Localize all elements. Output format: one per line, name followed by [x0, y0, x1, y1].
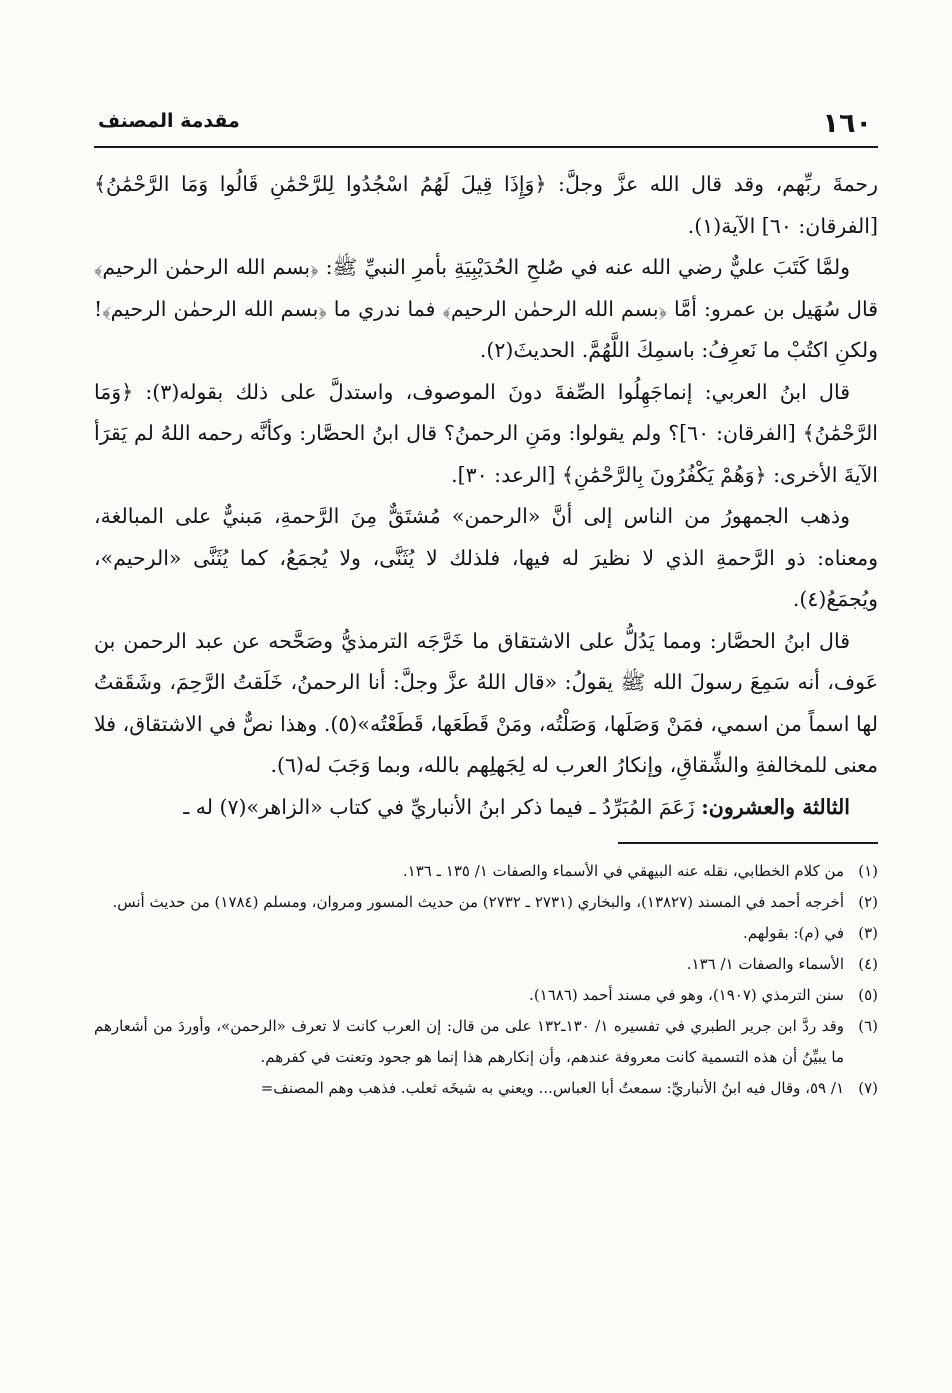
- footnote-text: من كلام الخطابي، نقله عنه البيهقي في الأسماء والصفات ١/ ١٣٥ ـ ١٣٦.: [402, 862, 844, 880]
- paragraph: وذهب الجمهورُ من الناس إلى أنَّ «الرحمن» مُشتَقٌّ مِنَ الرَّحمةِ، مَبنيٌّ على المبالغة، ومعناه: ذو الرَّحمةِ الذي لا نظيرَ له فيها، فلذلك لا يُثَنَّى، ولا يُجمَعُ، كما يُثَنَّى «الرحيم»، ويُجمَعُ(٤).: [94, 504, 878, 611]
- footnote-number: (٢): [858, 893, 878, 911]
- footnote: [94, 980, 878, 1011]
- footnote-number: (٥): [858, 986, 878, 1004]
- footnote-number: (٧): [858, 1079, 878, 1097]
- footnote: [94, 856, 878, 887]
- footnote: [94, 918, 878, 949]
- main-text: [94, 164, 878, 828]
- footnote: [94, 887, 878, 918]
- page-header: [94, 88, 878, 148]
- footnotes: [94, 856, 878, 1104]
- footnote-number: (٦): [858, 1017, 878, 1035]
- footnote-number: (١): [858, 862, 878, 880]
- footnote-number: (٣): [858, 924, 878, 942]
- footnote-number: (٤): [858, 955, 878, 973]
- paragraph: قال ابنُ العربي: إنماجَهِلُوا الصِّفةَ دونَ الموصوف، واستدلَّ على ذلك بقوله(٣): ﴿وَمَا الرَّحْمَٰنُ﴾ [الفرقان: ٦٠]؟ ولم يقولوا: ومَنِ الرحمنُ؟ قال ابنُ الحصَّار: وكأنَّه رحمه اللهُ لم يَقرَأ الآيةَ الأخرى: ﴿وَهُمْ يَكْفُرُونَ بِالرَّحْمَٰنِ﴾ [الرعد: ٣٠].: [94, 379, 879, 487]
- section-heading: الثالثة والعشرون:: [701, 794, 850, 819]
- paragraph: ولمَّا كَتَبَ عليٌّ رضي الله عنه في صُلحِ الحُدَيْبِيَةِ بأمرِ النبيِّ ﷺ: ﴿بسم الله الرحمٰن الرحيم﴾ قال سُهَيل بن عمرو: أمَّا ﴿بسم الله الرحمٰن الرحيم﴾ فما ندري ما ﴿بسم الله الرحمٰن الرحيم﴾! ولكنِ اكتُبْ ما نَعرِفُ: باسمِكَ اللَّهُمَّ. الحديثَ(٢).: [94, 255, 878, 362]
- paragraph-text: زَعَمَ المُبَرِّدُ ـ فيما ذكر ابنُ الأنباريِّ في كتاب «الزاهر»(٧) له ـ: [183, 794, 702, 819]
- footnote-text: وقد ردَّ ابن جرير الطبري في تفسيره ١/ ١٣٠ـ١٣٢ على من قال: إن العرب كانت لا تعرف «الرحمن»، وأوردَ من أشعارهم ما يبيِّنُ أن هذه التسمية كانت معروفة عندهم، وأن إنكارهم هذا إنما هو جحود وتعنت في كفرهم.: [94, 1017, 845, 1066]
- page-number: ١٦٠: [822, 108, 872, 139]
- footnote-separator: [618, 842, 878, 844]
- footnote: [94, 1073, 878, 1104]
- page: [94, 88, 878, 1104]
- footnote-text: الأسماء والصفات ١/ ١٣٦.: [686, 955, 844, 973]
- footnote-text: في (م): بقولهم.: [742, 924, 844, 942]
- paragraph: [94, 787, 878, 829]
- footnote-text: أخرجه أحمد في المسند (١٣٨٢٧)، والبخاري (٢٧٣١ ـ ٢٧٣٢) من حديث المسور ومروان، ومسلم (١٧٨٤) من حديث أنس.: [112, 893, 844, 911]
- running-title: مقدمة المصنف: [98, 110, 240, 132]
- footnote: [94, 1011, 878, 1073]
- paragraph: رحمةَ ربِّهم، وقد قال الله عزَّ وجلَّ: ﴿وَإِذَا قِيلَ لَهُمُ اسْجُدُوا لِلرَّحْمَٰنِ قَالُوا وَمَا الرَّحْمَٰنُ﴾ [الفرقان: ٦٠] الآية(١).: [94, 172, 878, 238]
- footnote-text: ١/ ٥٩، وقال فيه ابنُ الأنباريِّ: سمعتُ أبا العباس... ويعني به شيخَه ثعلب. فذهب وهم المصنف=: [260, 1079, 844, 1097]
- paragraph: قال ابنُ الحصَّار: ومما يَدُلُّ على الاشتقاق ما خَرَّجَه الترمذيُّ وصَحَّحه عن عبد الرحمن بن عَوف، أنه سَمِعَ رسولَ الله ﷺ يقولُ: «قال اللهُ عزَّ وجلَّ: أنا الرحمنُ، خَلَقتُ الرَّحِمَ، وشَقَقتُ لها اسماً من اسمي، فمَنْ وَصَلَها، وَصَلْتُه، ومَنْ قَطَعَها، قَطَعْتُه»(٥). وهذا نصٌّ في الاشتقاق، فلا معنى للمخالفةِ والشِّقاقِ، وإنكارُ العرب له لِجَهلِهم بالله، وبما وَجَبَ له(٦).: [94, 628, 878, 777]
- footnote-text: سنن الترمذي (١٩٠٧)، وهو في مسند أحمد (١٦٨٦).: [529, 986, 844, 1004]
- footnote: [94, 949, 878, 980]
